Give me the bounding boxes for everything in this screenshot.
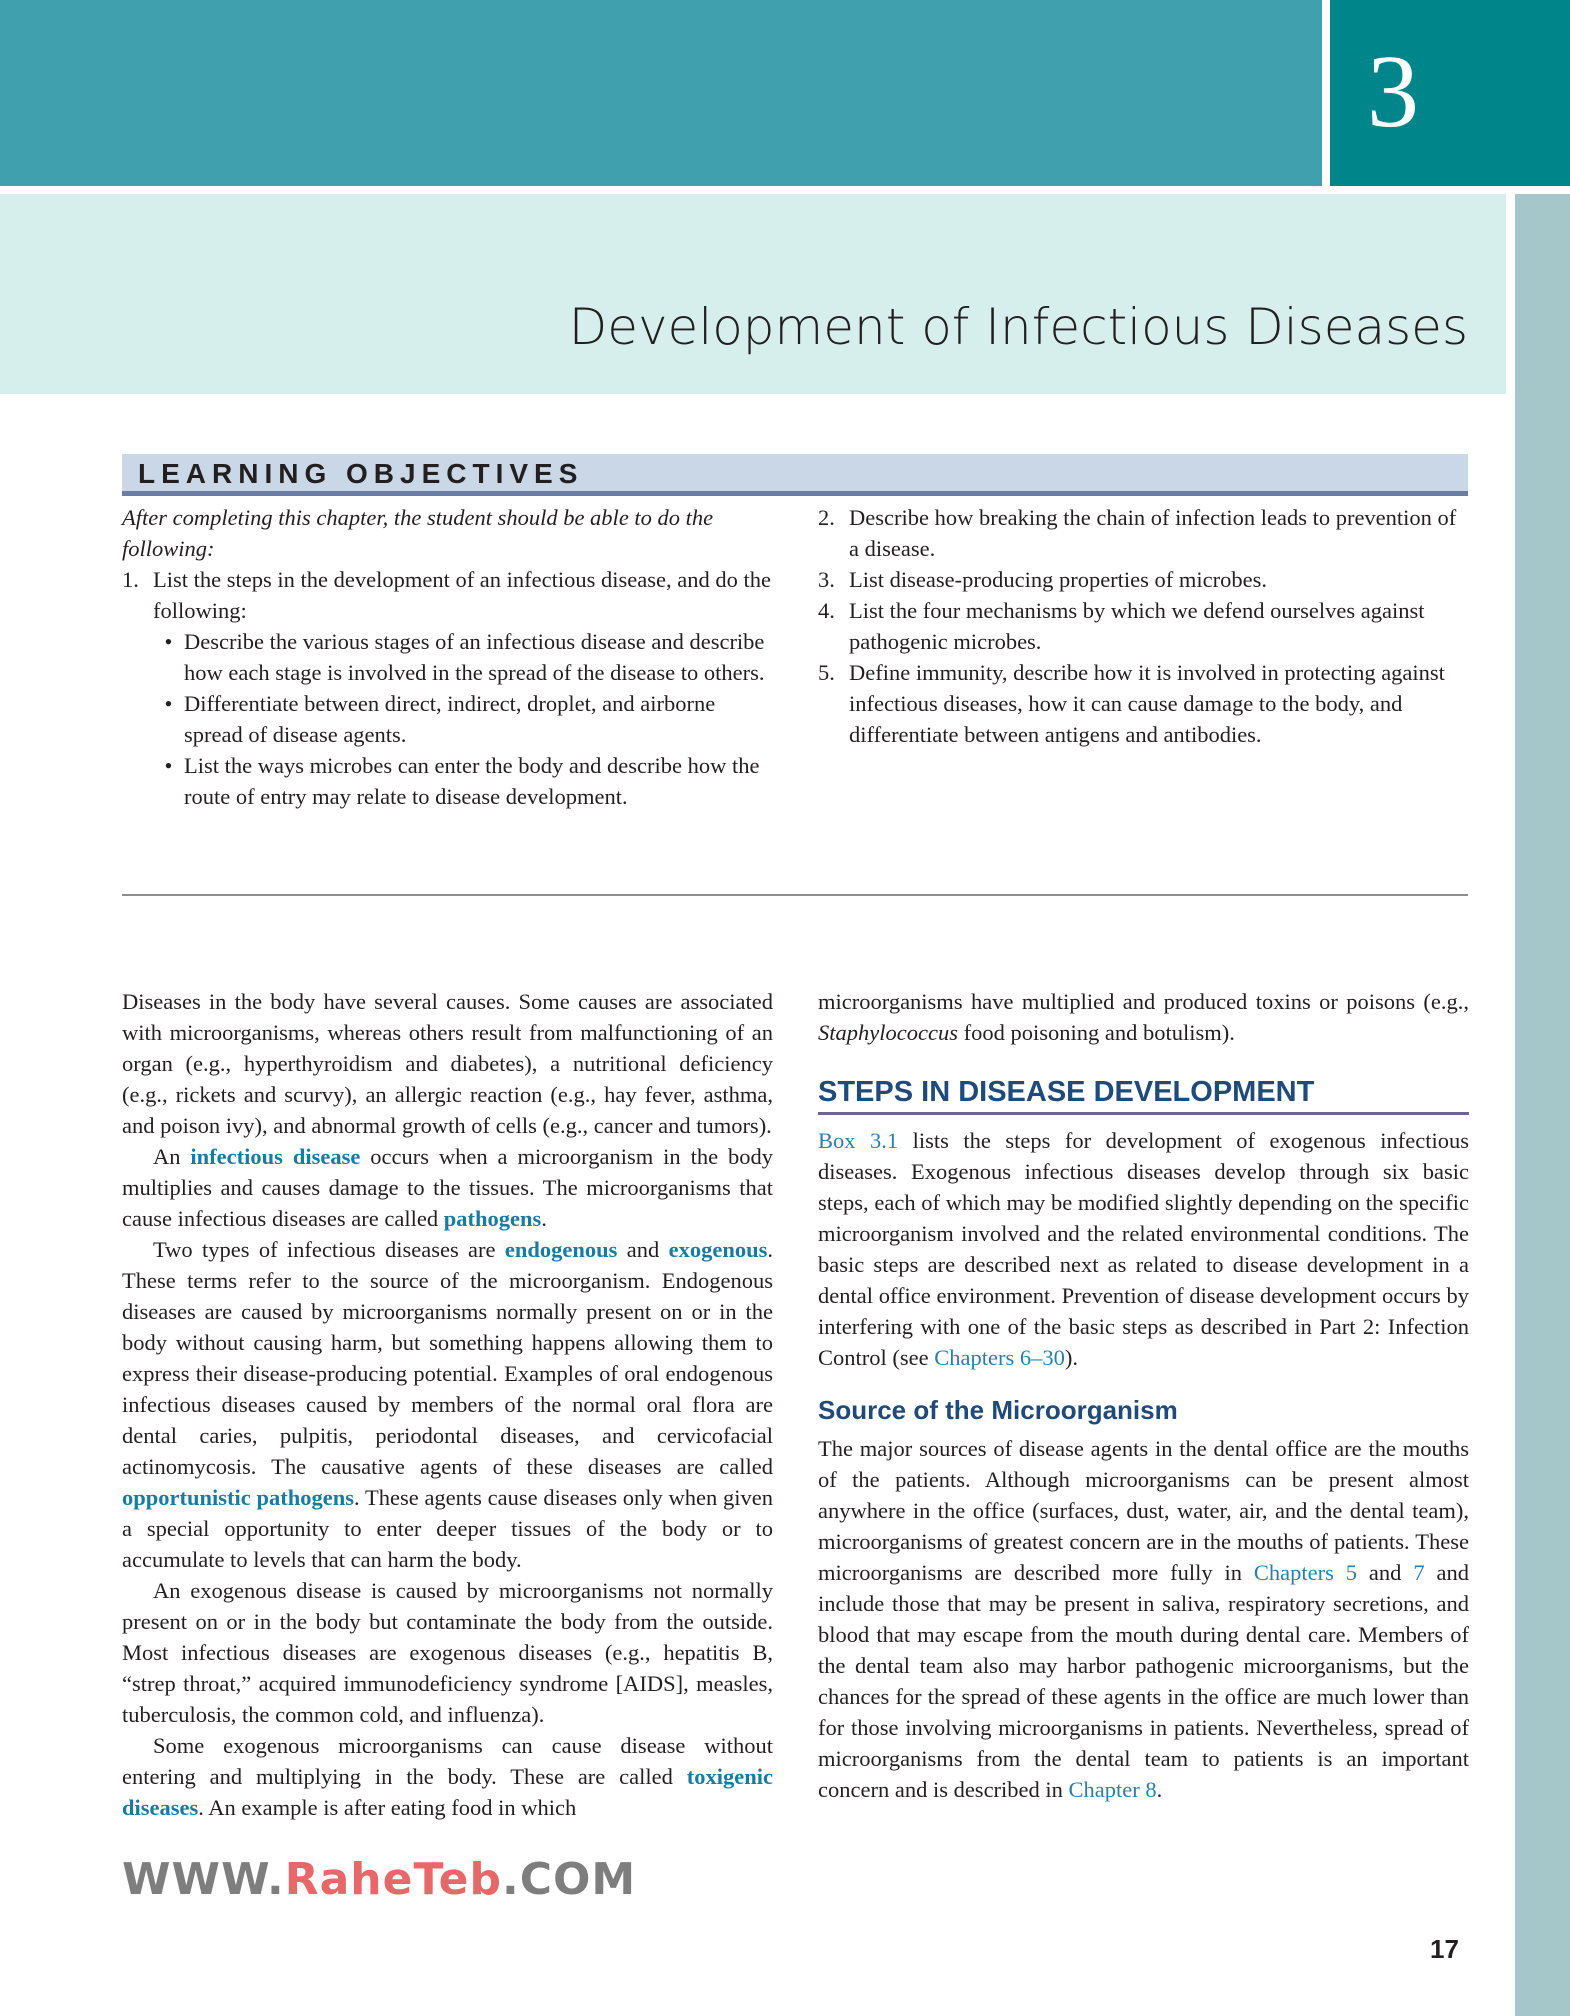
chapter-title: Development of Infectious Diseases — [568, 298, 1468, 356]
bullet-icon: • — [164, 629, 173, 654]
objective-subitem — [122, 626, 772, 688]
text-run: ). — [1064, 1345, 1078, 1370]
learning-objectives-rule — [122, 491, 1468, 496]
watermark — [122, 1854, 782, 1910]
page-number: 17 — [1430, 1934, 1459, 1964]
objective-number: 4. — [818, 598, 835, 623]
text-run: food poisoning and botulism). — [957, 1020, 1235, 1045]
body-paragraph — [818, 1433, 1469, 1805]
objective-item-4 — [818, 595, 1468, 657]
key-term: exogenous — [668, 1237, 768, 1262]
cross-reference-link[interactable]: Chapters 6–30 — [934, 1345, 1065, 1370]
cross-reference-link[interactable]: Chapters 5 — [1253, 1560, 1358, 1585]
text-run: and — [617, 1237, 669, 1262]
body-paragraph — [122, 1730, 773, 1823]
text-run: microorganisms have multiplied and produced toxins or poisons (e.g., — [818, 989, 1469, 1014]
objective-item-1 — [122, 564, 772, 626]
body-paragraph — [818, 986, 1469, 1048]
subitem-text: Describe the various stages of an infectious disease and describe how each stage is involved in the spread of the disease to others. — [184, 629, 765, 685]
key-term: toxigenic diseases — [122, 1764, 773, 1820]
watermark-suffix: .COM — [501, 1854, 637, 1905]
objective-item-2 — [818, 502, 1468, 564]
text-run: The major sources of disease agents in the dental office are the mouths of the patients. Although microorganisms can be present almost anywhere in the office (surfaces, dust, water, air, and the dental team), microorganisms of greatest concern are in the mouths of patients. These microorganisms are described more fully in — [818, 1436, 1469, 1585]
learning-objectives-heading: LEARNING OBJECTIVES — [138, 458, 584, 489]
subsection-heading: Source of the Microorganism — [818, 1395, 1178, 1425]
objective-text: Define immunity, describe how it is involved in protecting against infectious diseases, how it can cause damage to the body, and differentiate between antigens and antibodies. — [849, 660, 1445, 747]
header-band — [0, 0, 1322, 186]
watermark-prefix: WWW. — [122, 1854, 285, 1905]
title-band — [0, 194, 1506, 394]
objective-number: 1. — [122, 567, 139, 592]
text-run: and include those that may be present in saliva, respiratory secretions, and blood that may escape from the mouth during dental care. Members of the dental team also may harbor pathogenic microorganisms, but the chances for the spread of these agents in the office are much lower than for those involving microorganisms in patients. Nevertheless, spread of microorganisms from the dental team to patients is an important concern and is described in — [818, 1560, 1469, 1802]
objective-number: 5. — [818, 660, 835, 685]
text-run: . These terms refer to the source of the microorganism. Endogenous diseases are caused by microorganisms normally present on or in the body without causing harm, but something happens allowing them to express their disease-producing potential. Examples of oral endogenous infectious diseases caused by members of the normal oral flora are dental caries, pulpitis, periodontal diseases, and cervicofacial actinomycosis. The causative agents of these diseases are called — [122, 1237, 773, 1479]
objective-number: 2. — [818, 505, 835, 530]
text-run: . — [541, 1206, 547, 1231]
bullet-icon: • — [164, 753, 173, 778]
italic-term: Staphylococcus — [818, 1020, 958, 1045]
body-right-column — [818, 986, 1469, 1805]
objective-item-5 — [818, 657, 1468, 750]
text-run: An — [153, 1144, 191, 1169]
objective-text: Describe how breaking the chain of infection leads to prevention of a disease. — [849, 505, 1457, 561]
text-run: . These agents cause diseases only when given a special opportunity to enter deeper tissues of the body or to accumulate to levels that can harm the body. — [122, 1485, 773, 1572]
watermark-brand: RaheTeb — [284, 1854, 502, 1905]
text-run: . An example is after eating food in which — [198, 1795, 577, 1820]
key-term: pathogens — [443, 1206, 542, 1231]
text-run: and — [1357, 1560, 1414, 1585]
objective-number: 3. — [818, 567, 835, 592]
cross-reference-link[interactable]: Box 3.1 — [818, 1128, 899, 1153]
learning-objectives-intro: After completing this chapter, the student should be able to do the following: — [122, 505, 714, 561]
body-paragraph — [122, 1141, 773, 1234]
text-run: occurs when a microorganism in the body multiplies and causes damage to the tissues. The microorganisms that cause infectious diseases are called — [122, 1144, 774, 1231]
text-run: lists the steps for development of exogenous infectious diseases. Exogenous infectious diseases develop through six basic steps, each of which may be modified slightly depending on the specific microorganism involved and the related environmental conditions. The basic steps are described next as related to disease development in a dental office environment. Prevention of disease development occurs by interfering with one of the basic steps as described in Part 2: Infection Control (see — [818, 1128, 1469, 1370]
cross-reference-link[interactable]: 7 — [1413, 1560, 1425, 1585]
body-paragraph: An exogenous disease is caused by microorganisms not normally present on or in the body but contaminate the body from the outside. Most infectious diseases are exogenous diseases (e.g., hepatitis B, “strep throat,” acquired immunodeficiency syndrome [AIDS], measles, tuberculosis, the common cold, and influenza). — [122, 1578, 773, 1727]
key-term: infectious disease — [190, 1144, 361, 1169]
objective-text: List disease-producing properties of microbes. — [849, 567, 1268, 592]
chapter-number: 3 — [1367, 34, 1419, 149]
bullet-icon: • — [164, 691, 173, 716]
text-run: Two types of infectious diseases are — [153, 1237, 505, 1262]
key-term: opportunistic pathogens — [122, 1485, 355, 1510]
objective-text: List the four mechanisms by which we defend ourselves against pathogenic microbes. — [849, 598, 1425, 654]
learning-objectives-left-column — [122, 502, 772, 812]
cross-reference-link[interactable]: Chapter 8 — [1068, 1777, 1157, 1802]
text-run: Some exogenous microorganisms can cause disease without entering and multiplying in the body. These are called — [122, 1733, 773, 1789]
body-paragraph — [122, 1234, 773, 1575]
key-term: endogenous — [504, 1237, 618, 1262]
body-paragraph: Diseases in the body have several causes. Some causes are associated with microorganisms, whereas others result from malfunctioning of an organ (e.g., hyperthyroidism and diabetes), a nutritional deficiency (e.g., rickets and scurvy), an allergic reaction (e.g., hay fever, asthma, and poison ivy), and abnormal growth of cells (e.g., cancer and tumors). — [122, 989, 773, 1138]
side-strip — [1515, 194, 1570, 2016]
body-left-column — [122, 986, 773, 1823]
body-paragraph — [818, 1125, 1469, 1373]
subitem-text: Differentiate between direct, indirect, droplet, and airborne spread of disease agents. — [184, 691, 716, 747]
learning-objectives-right-column — [818, 502, 1468, 750]
section-heading: STEPS IN DISEASE DEVELOPMENT — [818, 1074, 1469, 1115]
objective-subitem — [122, 688, 772, 750]
text-run: . — [1156, 1777, 1163, 1802]
subitem-text: List the ways microbes can enter the body and describe how the route of entry may relate to disease development. — [184, 753, 760, 809]
learning-objectives-bottom-rule — [122, 894, 1468, 896]
objective-text: List the steps in the development of an infectious disease, and do the following: — [153, 567, 771, 623]
objective-item-3 — [818, 564, 1468, 595]
objective-subitem — [122, 750, 772, 812]
